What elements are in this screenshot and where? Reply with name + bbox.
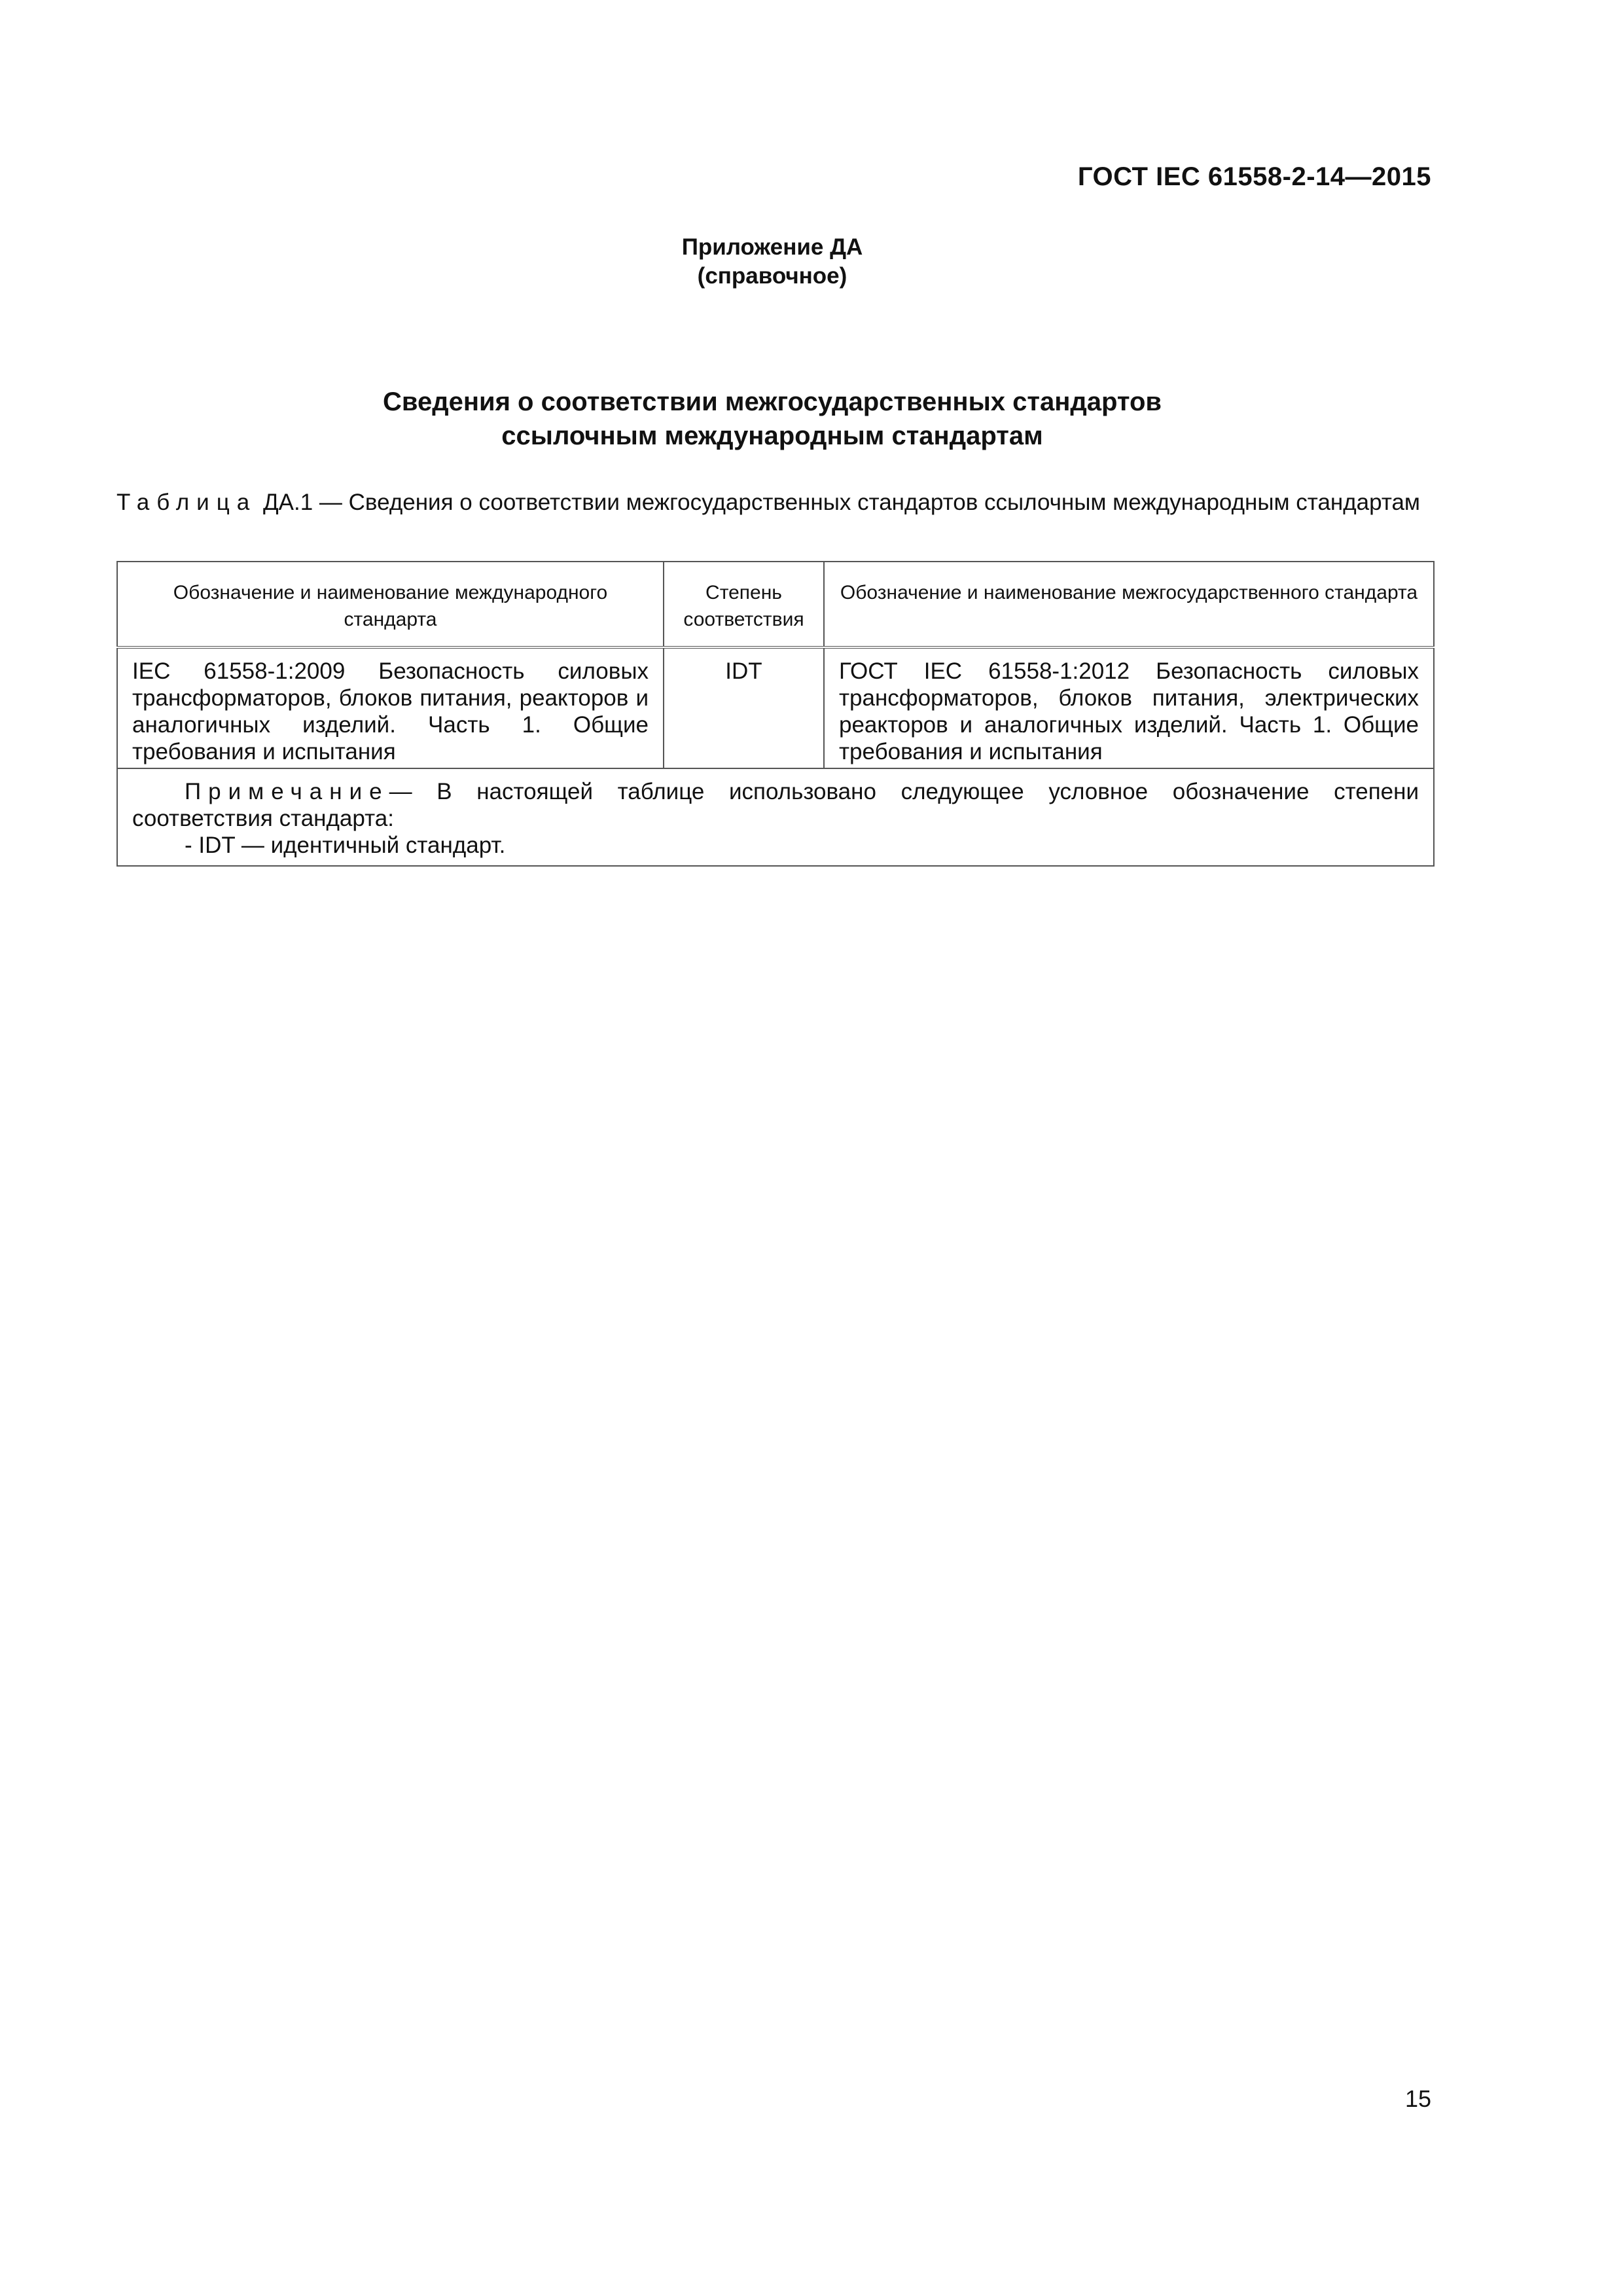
standards-table bbox=[116, 561, 1435, 867]
section-title bbox=[0, 385, 1544, 453]
cell-interstate-standard: ГОСТ IEC 61558-1:2012 Безопасность силовых трансформаторов, блоков питания, электрических реакторов и аналогичных изделий. Часть 1. Общие требования и испытания bbox=[824, 647, 1434, 768]
column-header-international: Обозначение и наименование международного стандарта bbox=[117, 562, 664, 647]
section-title-line-1: Сведения о соответствии межгосударственных стандартов bbox=[383, 387, 1162, 416]
page-number: 15 bbox=[1404, 2085, 1431, 2112]
cell-degree: IDT bbox=[664, 647, 824, 768]
table-row bbox=[117, 647, 1434, 768]
cell-international-standard: IEC 61558-1:2009 Безопасность силовых трансформаторов, блоков питания, реакторов и аналогичных изделий. Часть 1. Общие требования и испытания bbox=[117, 647, 664, 768]
appendix-title: Приложение ДА bbox=[681, 234, 863, 260]
column-header-interstate: Обозначение и наименование межгосударственного стандарта bbox=[824, 562, 1434, 647]
appendix-heading bbox=[0, 233, 1544, 291]
column-header-degree: Степень соответствия bbox=[664, 562, 824, 647]
table-note bbox=[117, 768, 1434, 866]
note-indent bbox=[132, 779, 185, 804]
table-caption-text: ДА.1 — Сведения о соответствии межгосударственных стандартов ссылочным международным стандартам bbox=[262, 490, 1420, 515]
note-text: — В настоящей таблице использовано следующее условное обозначение степени соответствия стандарта: bbox=[132, 779, 1419, 831]
table-caption-label: Таблица bbox=[116, 490, 257, 515]
note-item: - IDT — идентичный стандарт. bbox=[185, 833, 506, 858]
section-title-line-2: ссылочным международным стандартам bbox=[501, 422, 1043, 450]
appendix-type: (справочное) bbox=[697, 263, 847, 289]
table-note-row bbox=[117, 768, 1434, 866]
document-code: ГОСТ IEC 61558-2-14—2015 bbox=[1077, 162, 1431, 191]
table-header-row bbox=[117, 562, 1434, 647]
table-caption bbox=[116, 488, 1432, 516]
note-label: Примечание bbox=[185, 779, 389, 804]
